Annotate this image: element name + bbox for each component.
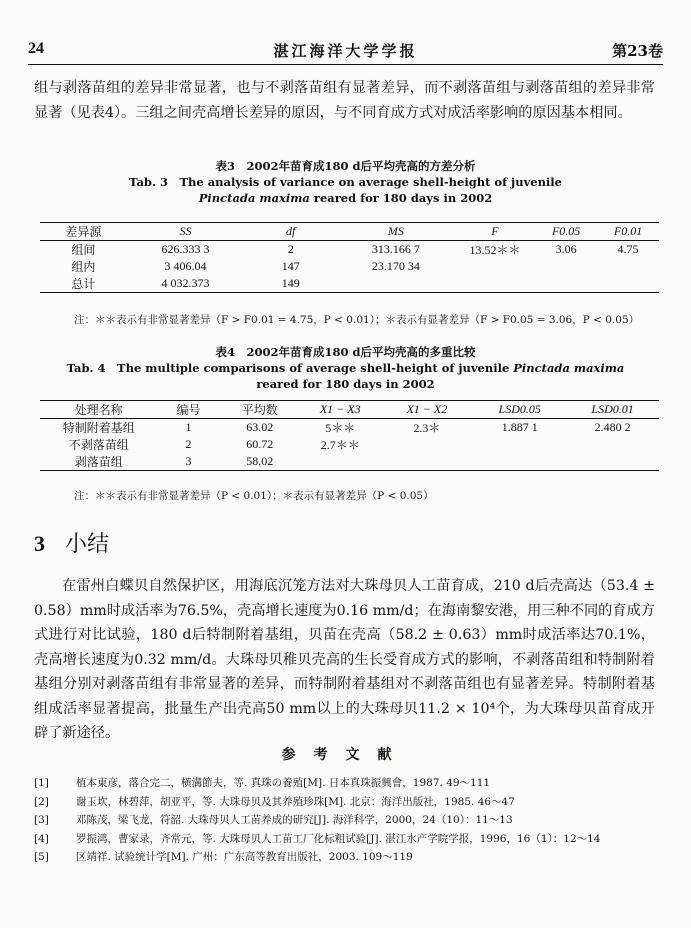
table3-caption	[28, 158, 663, 206]
table-cell: 5＊＊	[325, 421, 356, 435]
table3-note: 注：＊＊表示有非常显著差异（F > F0.01 = 4.75，P < 0.01）；＊表示有显著差异（F > F0.05 = 3.06，P < 0.05）	[74, 314, 640, 326]
table4	[40, 400, 659, 471]
column-header: 平均数	[241, 403, 278, 417]
table-row	[40, 275, 659, 293]
table-cell	[455, 258, 535, 275]
table-cell	[535, 275, 597, 293]
table4-caption-cn: 表4 2002年苗育成180 d后平均壳高的多重比较	[215, 345, 476, 359]
reference-number: [1]	[34, 777, 49, 789]
table-row	[40, 258, 659, 275]
table-cell: 2	[287, 242, 294, 256]
table-cell: 149	[281, 276, 300, 290]
reference-item	[34, 774, 661, 793]
table-row	[40, 241, 659, 259]
table-cell: 1.887 1	[501, 420, 538, 434]
table3-caption-cn: 表3 2002年苗育成180 d后平均壳高的方差分析	[215, 159, 476, 173]
table-cell: 组内	[71, 260, 96, 274]
table-cell	[597, 275, 659, 293]
table-cell	[597, 258, 659, 275]
column-header: 差异源	[65, 225, 102, 239]
table3-header-row	[40, 223, 659, 241]
table-row	[40, 419, 659, 437]
table-cell	[566, 436, 659, 453]
references-heading: 参考文献	[281, 747, 410, 763]
summary-paragraph: 在雷州白蝶贝自然保护区，用海底沉笼方法对大珠母贝人工苗育成，210 d后壳高达（53.4 ± 0.58）mm时成活率为76.5%，壳高增长速度为0.16 mm/d；在海南黎安港，用三种不同的育成方式进行对比试验，180 d后特制附着基组，贝苗在壳高（58.2 ± 0.63）mm时成活率达70.1%，壳高增长速度为0.32 mm/d。大珠母贝稚贝壳高的生长受育成方式的影响，不剥落苗组和特制附着基组分别对剥落苗组有非常显著的差异，而特制附着基组对不剥落苗组也有显著差异。特制附着基组成活率显著提高，批量生产出壳高50 mm以上的大珠母贝11.2 × 10⁴个，为大珠母贝苗育成开辟了新途径。	[34, 578, 655, 741]
table-cell: 组间	[71, 243, 96, 257]
section-title: 小结	[65, 532, 110, 557]
reference-text: 谢玉坎，林碧萍，胡亚平，等. 大珠母贝及其养殖珍珠[M]. 北京：海洋出版社，1985. 46～47	[76, 795, 515, 808]
table-cell	[566, 453, 659, 471]
table-cell: 58.02	[246, 454, 274, 468]
table4-note: 注：＊＊表示有非常显著差异（P < 0.01）；＊表示有显著差异（P < 0.05）	[74, 490, 434, 502]
table-cell: 2.3＊	[413, 421, 441, 435]
reference-text: 区靖祥. 试验统计学[M]. 广州：广东高等教育出版社，2003. 109～119	[76, 851, 413, 864]
table-cell	[535, 258, 597, 275]
table-row	[40, 436, 659, 453]
table-row	[40, 453, 659, 471]
reference-number: [3]	[34, 814, 49, 827]
table-cell	[380, 453, 473, 471]
table4-caption-en-1: Tab. 4 The multiple comparisons of average shell-height of juvenile Pinctada maxima	[66, 361, 625, 375]
reference-text: 邓陈茂，梁飞龙，符韶. 大珠母贝人工苗养成的研究[J]. 海洋科学，2000，24（10）：11～13	[76, 814, 513, 827]
column-header: X1 − X2	[406, 402, 448, 416]
journal-name: 湛江海洋大学学报	[273, 42, 418, 60]
table-cell: 4.75	[617, 242, 639, 256]
table-cell	[473, 436, 566, 453]
table4-header-row	[40, 401, 659, 419]
table-cell	[300, 453, 380, 471]
reference-item	[34, 811, 661, 830]
table-cell	[455, 275, 535, 293]
reference-item	[34, 830, 661, 849]
column-header: X1 − X3	[319, 402, 361, 416]
table3-caption-en-1: Tab. 3 The analysis of variance on average shell-height of juvenile	[129, 175, 562, 189]
reference-number: [5]	[34, 851, 49, 864]
table-cell	[337, 275, 455, 293]
column-header: MS	[387, 224, 404, 238]
column-header: df	[286, 224, 296, 238]
column-header: 编号	[176, 403, 201, 417]
header-rule	[28, 64, 663, 65]
table-cell: 3 406.04	[164, 259, 207, 273]
references-list	[34, 774, 661, 867]
reference-text: 罗振鸿，曹家录，齐常元，等. 大珠母贝人工苗工厂化标粗试验[J]. 湛江水产学院学报，1996，16（1）：12～14	[76, 832, 601, 845]
column-header: SS	[179, 224, 192, 238]
table-cell: 3.06	[555, 242, 577, 256]
table3-caption-en-2: Pinctada maxima reared for 180 days in 2002	[198, 191, 493, 205]
reference-text: 植本東彦，落合完二，横溝節夫，等. 真珠の養殖[M]. 日本真珠振興會，1987. 49～111	[76, 777, 491, 789]
table-cell: 147	[281, 259, 300, 273]
table-cell: 2	[185, 437, 192, 451]
table-cell	[473, 453, 566, 471]
running-header	[28, 40, 663, 62]
table-cell: 626.333 3	[161, 242, 210, 256]
section-number: 3	[34, 531, 45, 556]
page-number: 24	[28, 40, 44, 57]
table-cell: 剥落苗组	[74, 455, 123, 469]
table-cell: 63.02	[246, 420, 274, 434]
column-header: LSD0.05	[498, 402, 541, 416]
reference-number: [4]	[34, 832, 49, 845]
section-heading	[34, 527, 109, 558]
reference-number: [2]	[34, 795, 49, 808]
column-header: F0.01	[613, 224, 643, 238]
table-cell: 2.480 2	[594, 420, 631, 434]
intro-paragraph: 组与剥落苗组的差异非常显著，也与不剥落苗组有显著差异，而不剥落苗组与剥落苗组的差异非常显著（见表4）。三组之间壳高增长差异的原因，与不同育成方式对成活率影响的原因基本相同。	[34, 80, 655, 121]
table-cell: 3	[185, 454, 192, 468]
column-header: F0.05	[551, 224, 581, 238]
volume-label: 第23卷	[612, 42, 663, 60]
column-header: 处理名称	[74, 403, 123, 417]
table-cell: 4 032.373	[161, 276, 210, 290]
column-header: LSD0.01	[591, 402, 634, 416]
table-cell: 特制附着基组	[62, 421, 135, 435]
table-cell: 23.170 34	[371, 259, 420, 273]
table4-caption-en-2: reared for 180 days in 2002	[256, 377, 435, 391]
table-cell: 2.7＊＊	[320, 438, 360, 452]
reference-item	[34, 793, 661, 812]
column-header: F	[491, 224, 499, 238]
reference-item	[34, 848, 661, 867]
table-cell: 60.72	[246, 437, 274, 451]
table-cell: 1	[185, 420, 192, 434]
table-cell	[380, 436, 473, 453]
table-cell: 总计	[71, 277, 96, 291]
table4-caption	[28, 344, 663, 392]
table3	[40, 222, 659, 293]
table-cell: 313.166 7	[371, 242, 420, 256]
table-cell: 不剥落苗组	[68, 438, 129, 452]
table-cell: 13.52＊＊	[469, 243, 521, 257]
